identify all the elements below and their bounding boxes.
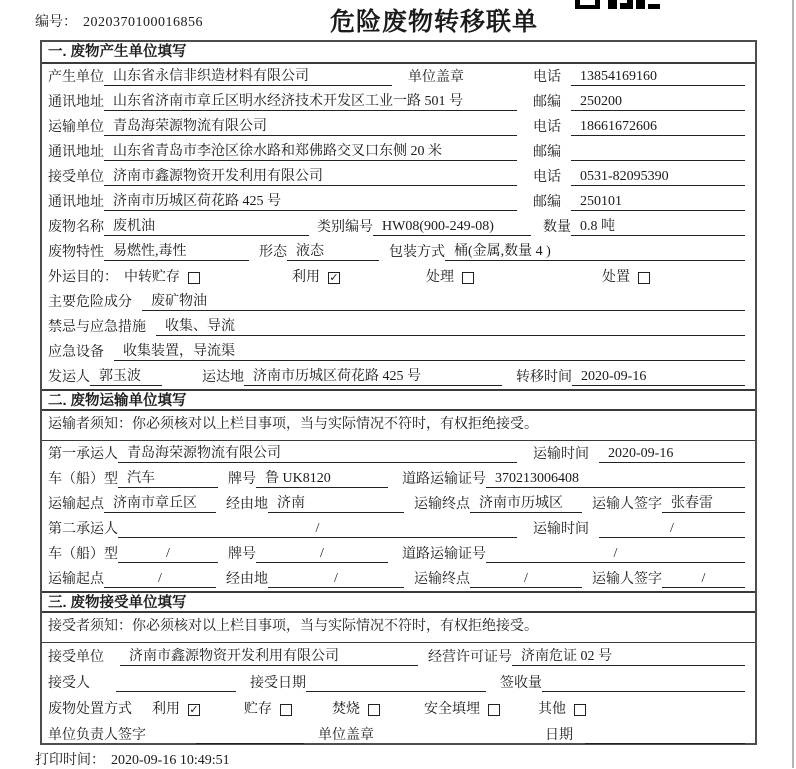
addr3-label: 通讯地址 [48, 195, 104, 210]
serial-number-line [35, 11, 203, 31]
purpose-opt2-checkbox: ✓ [329, 271, 339, 284]
waste-name-row [42, 214, 755, 239]
qty-label: 数量 [543, 220, 571, 235]
serial-value: 2020370100016856 [83, 15, 203, 30]
producer-row [42, 64, 755, 89]
amount-label: 签收量 [500, 676, 542, 691]
zip2-group [533, 141, 745, 161]
disposal-opt3-label: 焚烧 [332, 702, 360, 717]
addr1-left [48, 91, 533, 111]
end1-value: 济南市历城区 [470, 494, 582, 513]
shipper-label: 发运人 [48, 370, 90, 385]
print-time-value: 2020-09-16 10:49:51 [111, 753, 230, 768]
disposal-opt1-checkbox: ✓ [189, 703, 199, 716]
zip2-value [571, 142, 745, 161]
receiver-label: 接受单位 [48, 170, 104, 185]
origin2-label: 运输起点 [48, 572, 104, 587]
transporter-value: 青岛海荣源物流有限公司 [104, 117, 517, 136]
receiver-address-row [42, 189, 755, 214]
time1-group [533, 443, 745, 463]
hazard-value: 废矿物油 [142, 292, 745, 311]
carrier2-row [42, 516, 755, 541]
dest-value: 济南市历城区荷花路 425 号 [244, 367, 502, 386]
receiver-row [42, 164, 755, 189]
purpose-row [42, 264, 755, 289]
addr1-label: 通讯地址 [48, 95, 104, 110]
end2-label: 运输终点 [414, 572, 470, 587]
qty-value: 0.8 吨 [571, 217, 745, 236]
addr2-left [48, 141, 533, 161]
taboo-row [42, 314, 755, 339]
plate2-value: / [256, 544, 388, 563]
phone1-label: 电话 [533, 70, 561, 85]
phone1-group [533, 66, 745, 86]
amount-value [542, 673, 745, 692]
serial-label: 编号： [35, 15, 77, 30]
date2-label: 日期 [545, 728, 573, 743]
phone2-group [533, 116, 745, 136]
addr1-value: 山东省济南市章丘区明水经济技术开发区工业一路 501 号 [104, 92, 517, 111]
page-right-edge [792, 0, 794, 768]
dest-label: 运达地 [202, 370, 244, 385]
zip3-label: 邮编 [533, 195, 561, 210]
taboo-label: 禁忌与应急措施 [48, 320, 146, 335]
equipment-row [42, 339, 755, 364]
via1-label: 经由地 [226, 497, 268, 512]
receive-date-label: 接受日期 [250, 676, 306, 691]
vehicle1-value: 汽车 [118, 469, 218, 488]
print-time-line [35, 749, 230, 769]
section1-header: 一. 废物产生单位填写 [42, 42, 755, 64]
sign2-label: 运输人签字 [592, 572, 662, 587]
disposal-opt1-label: 利用 [152, 702, 180, 717]
equipment-value: 收集装置，导流渠 [114, 342, 745, 361]
sign2-value: / [662, 569, 745, 588]
receiver-notice: 接受者须知：你必须核对以上栏目事项，当与实际情况不符时，有权拒绝接受。 [42, 613, 755, 643]
transporter-left [48, 116, 533, 136]
sign1-value: 张春雷 [662, 494, 745, 513]
receiver-value: 济南市鑫源物资开发利用有限公司 [104, 167, 517, 186]
producer-label: 产生单位 [48, 70, 104, 85]
receive-date-value [306, 673, 486, 692]
via2-label: 经由地 [226, 572, 268, 587]
disposal-opt3-checkbox [368, 704, 380, 716]
carrier1-label: 第一承运人 [48, 447, 118, 462]
producer-left [48, 66, 533, 86]
head-sign-row [42, 721, 755, 747]
addr2-label: 通讯地址 [48, 145, 104, 160]
route2-row [42, 566, 755, 591]
vehicle1-label: 车（船）型 [48, 472, 118, 487]
purpose-opt3-checkbox [462, 272, 474, 284]
zip1-group [533, 91, 745, 111]
print-time-label: 打印时间： [35, 753, 105, 768]
via2-value: / [268, 569, 404, 588]
vehicle2-value: / [118, 544, 218, 563]
taboo-value: 收集、导流 [156, 317, 745, 336]
head-sign-value [196, 725, 304, 744]
disposal-label: 废物处置方式 [48, 702, 132, 717]
phone2-label: 电话 [533, 120, 561, 135]
producer-value: 山东省永信非织造材料有限公司 [104, 67, 392, 86]
plate1-value: 鲁 UK8120 [256, 469, 388, 488]
receive-unit-label: 接受单位 [48, 650, 104, 665]
transporter-label: 运输单位 [48, 120, 104, 135]
license1-value: 370213006408 [486, 469, 745, 488]
section3-header: 三. 废物接受单位填写 [42, 591, 755, 613]
packing-value: 桶(金属,数量 4 ) [445, 242, 745, 261]
phone3-group [533, 166, 745, 186]
time2-value: / [599, 519, 745, 538]
time1-value: 2020-09-16 [599, 444, 745, 463]
route1-row [42, 491, 755, 516]
form-label: 形态 [259, 245, 287, 260]
page-title: 危险废物转移联单 [330, 8, 539, 36]
vehicle1-row [42, 466, 755, 491]
addr3-value: 济南市历城区荷花路 425 号 [104, 192, 517, 211]
category-label: 类别编号 [317, 220, 373, 235]
receive-unit-value: 济南市鑫源物资开发利用有限公司 [120, 647, 418, 666]
disposal-row [42, 695, 755, 721]
license2-label: 道路运输证号 [402, 547, 486, 562]
purpose-opt1-checkbox [188, 272, 200, 284]
shipper-value: 郭玉波 [90, 367, 162, 386]
vehicle2-label: 车（船）型 [48, 547, 118, 562]
purpose-opt1-label: 中转贮存 [124, 270, 180, 285]
waste-character-row [42, 239, 755, 264]
transfer-time-label: 转移时间 [516, 370, 572, 385]
addr2-value: 山东省青岛市李沧区徐水路和郑佛路交叉口东侧 20 米 [104, 142, 517, 161]
recipient-row [42, 669, 755, 695]
qr-code-fragment-icon [575, 0, 663, 9]
head-sign-label: 单位负责人签字 [48, 728, 146, 743]
transfer-time-value: 2020-09-16 [572, 367, 745, 386]
carrier2-left [48, 518, 533, 538]
unit-seal-label: 单位盖章 [408, 70, 464, 85]
phone2-value: 18661672606 [571, 117, 745, 136]
purpose-opt3-label: 处理 [426, 270, 454, 285]
manifest-form [40, 40, 757, 745]
receiver-seal-label: 单位盖章 [318, 728, 374, 743]
zip3-value: 250101 [571, 192, 745, 211]
hazard-label: 主要危险成分 [48, 295, 132, 310]
receive-unit-row [42, 643, 755, 669]
via1-value: 济南 [268, 494, 404, 513]
origin2-value: / [104, 569, 216, 588]
transporter-address-row [42, 139, 755, 164]
zip2-label: 邮编 [533, 145, 561, 160]
disposal-opt2-label: 贮存 [244, 702, 272, 717]
waste-name-label: 废物名称 [48, 220, 104, 235]
license2-value: / [486, 544, 745, 563]
disposal-opt5-label: 其他 [538, 702, 566, 717]
zip1-label: 邮编 [533, 95, 561, 110]
end2-value: / [470, 569, 582, 588]
packing-label: 包装方式 [389, 245, 445, 260]
phone3-value: 0531-82095390 [571, 167, 745, 186]
purpose-opt4-label: 处置 [602, 270, 630, 285]
category-value: HW08(900-249-08) [373, 217, 531, 236]
producer-address-row [42, 89, 755, 114]
origin1-label: 运输起点 [48, 497, 104, 512]
vehicle2-row [42, 541, 755, 566]
sign1-label: 运输人签字 [592, 497, 662, 512]
recipient-label: 接受人 [48, 676, 90, 691]
purpose-opt2-label: 利用 [292, 270, 320, 285]
transporter-row [42, 114, 755, 139]
end1-label: 运输终点 [414, 497, 470, 512]
purpose-opt4-checkbox [638, 272, 650, 284]
character-label: 废物特性 [48, 245, 104, 260]
time2-label: 运输时间 [533, 522, 589, 537]
purpose-label: 外运目的： [48, 270, 118, 285]
disposal-opt4-label: 安全填埋 [424, 702, 480, 717]
zip3-group [533, 191, 745, 211]
hazard-row [42, 289, 755, 314]
disposal-opt2-checkbox [280, 704, 292, 716]
disposal-opt4-checkbox [488, 704, 500, 716]
carrier1-value: 青岛海荣源物流有限公司 [118, 444, 517, 463]
plate2-label: 牌号 [228, 547, 256, 562]
permit-label: 经营许可证号 [428, 650, 512, 665]
equipment-label: 应急设备 [48, 345, 104, 360]
addr3-left [48, 191, 533, 211]
zip1-value: 250200 [571, 92, 745, 111]
carrier2-value: / [118, 519, 517, 538]
waste-name-value: 废机油 [104, 217, 309, 236]
date2-value [585, 725, 745, 744]
phone3-label: 电话 [533, 170, 561, 185]
carrier2-label: 第二承运人 [48, 522, 118, 537]
carrier1-left [48, 443, 533, 463]
form-value: 液态 [287, 242, 379, 261]
plate1-label: 牌号 [228, 472, 256, 487]
transporter-notice: 运输者须知：你必须核对以上栏目事项，当与实际情况不符时，有权拒绝接受。 [42, 411, 755, 441]
carrier1-row [42, 441, 755, 466]
time1-label: 运输时间 [533, 447, 589, 462]
origin1-value: 济南市章丘区 [104, 494, 216, 513]
phone1-value: 13854169160 [571, 67, 745, 86]
disposal-opt5-checkbox [574, 704, 586, 716]
permit-value: 济南危证 02 号 [512, 647, 745, 666]
recipient-value [116, 673, 236, 692]
time2-group [533, 518, 745, 538]
receiver-left [48, 166, 533, 186]
character-value: 易燃性,毒性 [104, 242, 249, 261]
license1-label: 道路运输证号 [402, 472, 486, 487]
section2-header: 二. 废物运输单位填写 [42, 389, 755, 411]
shipper-row [42, 364, 755, 389]
